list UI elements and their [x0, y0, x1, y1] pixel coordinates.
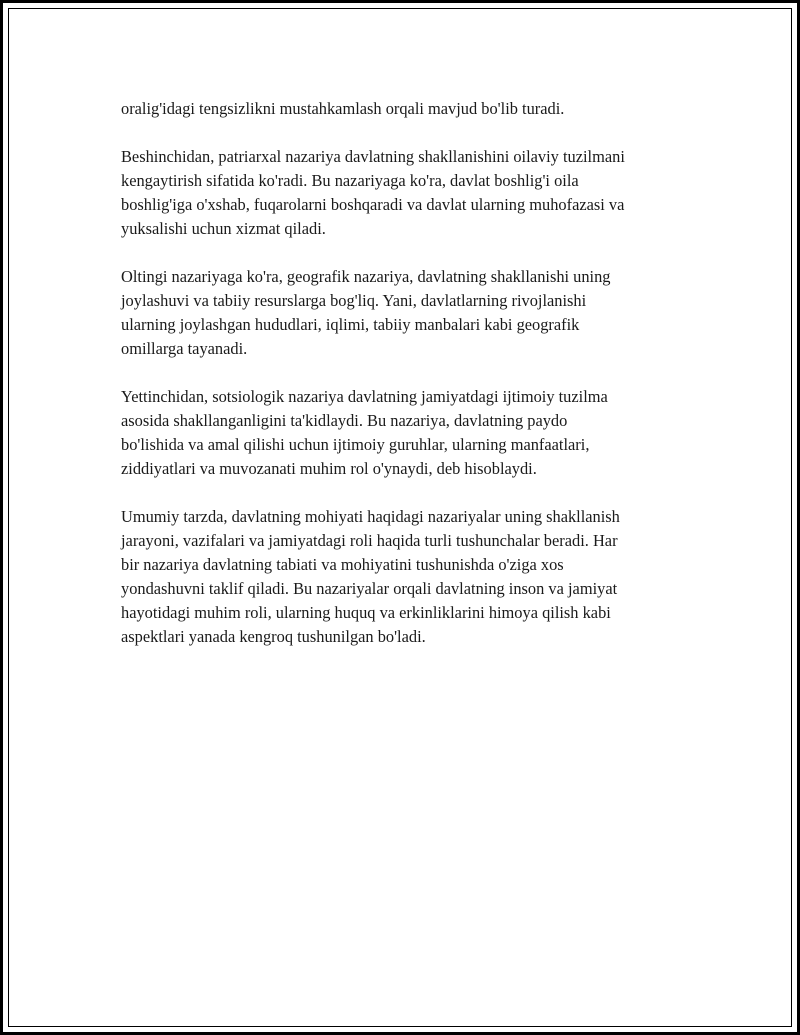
text-line: kengaytirish sifatida ko'radi. Bu nazariyaga ko'ra, davlat boshlig'i oila [121, 171, 579, 190]
text-line: omillarga tayanadi. [121, 339, 248, 358]
paragraph [121, 265, 701, 361]
text-line: Umumiy tarzda, davlatning mohiyati haqidagi nazariyalar uning shakllanish [121, 507, 620, 526]
text-line: ularning joylashgan hududlari, iqlimi, tabiiy manbalari kabi geografik [121, 315, 580, 334]
text-line: hayotidagi muhim roli, ularning huquq va erkinliklarini himoya qilish kabi [121, 603, 611, 622]
paragraph [121, 385, 701, 481]
text-line: yondashuvni taklif qiladi. Bu nazariyalar orqali davlatning inson va jamiyat [121, 579, 618, 598]
text-line: bo'lishida va amal qilishi uchun ijtimoiy guruhlar, ularning manfaatlari, [121, 435, 590, 454]
text-line: Beshinchidan, patriarxal nazariya davlatning shakllanishini oilaviy tuzilmani [121, 147, 625, 166]
text-line: Yettinchidan, sotsiologik nazariya davlatning jamiyatdagi ijtimoiy tuzilma [121, 387, 608, 406]
text-line: Oltingi nazariyaga ko'ra, geografik nazariya, davlatning shakllanishi uning [121, 267, 611, 286]
text-line: jarayoni, vazifalari va jamiyatdagi roli haqida turli tushunchalar beradi. Har [121, 531, 618, 550]
text-line: ziddiyatlari va muvozanati muhim rol o'ynaydi, deb hisoblaydi. [121, 459, 537, 478]
document-body [121, 97, 701, 673]
paragraph [121, 505, 701, 649]
text-line: oralig'idagi tengsizlikni mustahkamlash orqali mavjud bo'lib turadi. [121, 99, 565, 118]
text-line: yuksalishi uchun xizmat qiladi. [121, 219, 326, 238]
text-line: bir nazariya davlatning tabiati va mohiyatini tushunishda o'ziga xos [121, 555, 564, 574]
paragraph [121, 97, 701, 121]
text-line: asosida shakllanganligini ta'kidlaydi. Bu nazariya, davlatning paydo [121, 411, 568, 430]
text-line: joylashuvi va tabiiy resurslarga bog'liq. Yani, davlatlarning rivojlanishi [121, 291, 587, 310]
text-line: boshlig'iga o'xshab, fuqarolarni boshqaradi va davlat ularning muhofazasi va [121, 195, 625, 214]
text-line: aspektlari yanada kengroq tushunilgan bo'ladi. [121, 627, 426, 646]
paragraph [121, 145, 701, 241]
